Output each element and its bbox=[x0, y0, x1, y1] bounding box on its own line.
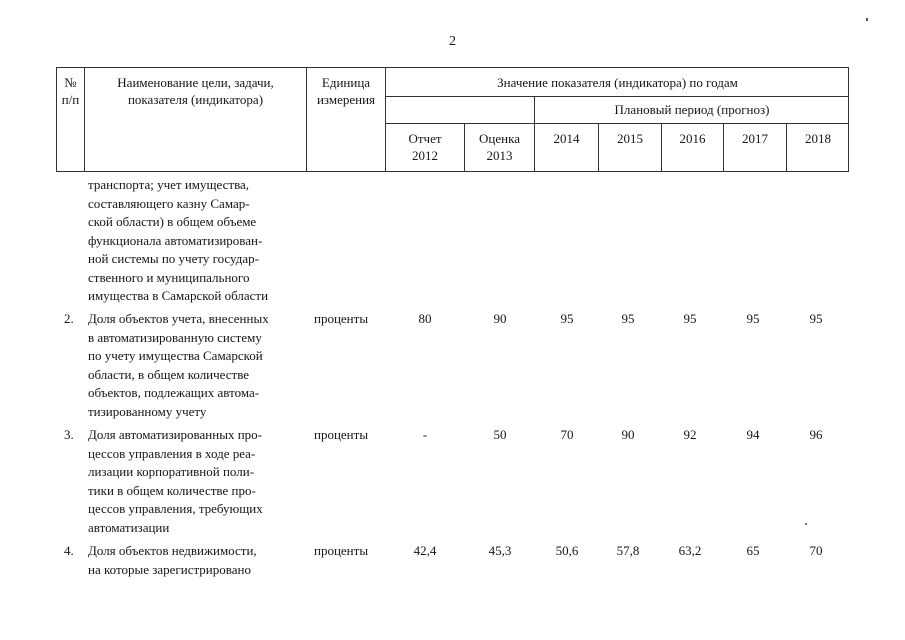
header-values-title: Значение показателя (индикатора) по годам bbox=[497, 75, 738, 90]
value-2015: 95 bbox=[621, 311, 635, 326]
header-name: Наименование цели, задачи, показателя (индикатора) bbox=[117, 75, 274, 107]
header-year: 2014 bbox=[553, 131, 580, 146]
value-2014: 95 bbox=[560, 311, 574, 326]
value-2012: - bbox=[422, 427, 428, 442]
header-year: 2016 bbox=[679, 131, 706, 146]
table-header bbox=[56, 67, 849, 172]
row-name: Доля объектов учета, внесенных в автоматизированную систему по учету имущества Самарской области, в общем количестве объектов, подлежащих автома- тизированному учету bbox=[88, 311, 269, 419]
row-number: 3. bbox=[64, 427, 74, 442]
value-2015: 57,8 bbox=[616, 543, 640, 558]
value-2012: 80 bbox=[418, 311, 432, 326]
value-2016: 63,2 bbox=[678, 543, 702, 558]
header-planned-period: Плановый период (прогноз) bbox=[614, 102, 770, 117]
header-year: 2017 bbox=[742, 131, 768, 146]
row-name: Доля автоматизированных про- цессов управления в ходе реа- лизации корпоративной поли- тики в общем количестве про- цессов управления, требующих автоматизации bbox=[88, 427, 263, 535]
value-2018: 70 bbox=[809, 543, 823, 558]
value-2013: 45,3 bbox=[488, 543, 512, 558]
header-year: 2015 bbox=[617, 131, 643, 146]
row-unit: проценты bbox=[314, 311, 369, 326]
value-2018: 95 bbox=[809, 311, 823, 326]
value-2016: 95 bbox=[683, 311, 697, 326]
scan-mark bbox=[866, 18, 868, 21]
header-estimate-2013: Оценка 2013 bbox=[479, 131, 520, 163]
scan-mark bbox=[805, 523, 807, 525]
row-name: Доля объектов недвижимости, на которые зарегистрировано bbox=[88, 543, 257, 577]
row-unit: проценты bbox=[314, 427, 369, 442]
value-2014: 70 bbox=[560, 427, 574, 442]
value-2014: 50,6 bbox=[555, 543, 579, 558]
row-number: 2. bbox=[64, 311, 74, 326]
value-2012: 42,4 bbox=[413, 543, 437, 558]
value-2016: 92 bbox=[683, 427, 697, 442]
header-year: 2018 bbox=[805, 131, 831, 146]
value-2015: 90 bbox=[621, 427, 635, 442]
continuation-text: транспорта; учет имущества, составляющего казну Самар- ской области) в общем объеме функционала автоматизирован- ной системы по учету государ- ственного и муниципального имущества в Самарской области bbox=[88, 177, 269, 303]
row-unit: проценты bbox=[314, 543, 369, 558]
value-2018: 96 bbox=[809, 427, 823, 442]
value-2013: 50 bbox=[493, 427, 507, 442]
page-number: 2 bbox=[449, 34, 456, 49]
header-number: № п/п bbox=[61, 75, 80, 107]
row-number: 4. bbox=[64, 543, 74, 558]
value-2013: 90 bbox=[493, 311, 507, 326]
value-2017: 95 bbox=[746, 311, 760, 326]
header-report-2012: Отчет 2012 bbox=[408, 131, 442, 163]
header-unit: Единица измерения bbox=[316, 75, 376, 107]
value-2017: 94 bbox=[746, 427, 760, 442]
value-2017: 65 bbox=[746, 543, 760, 558]
